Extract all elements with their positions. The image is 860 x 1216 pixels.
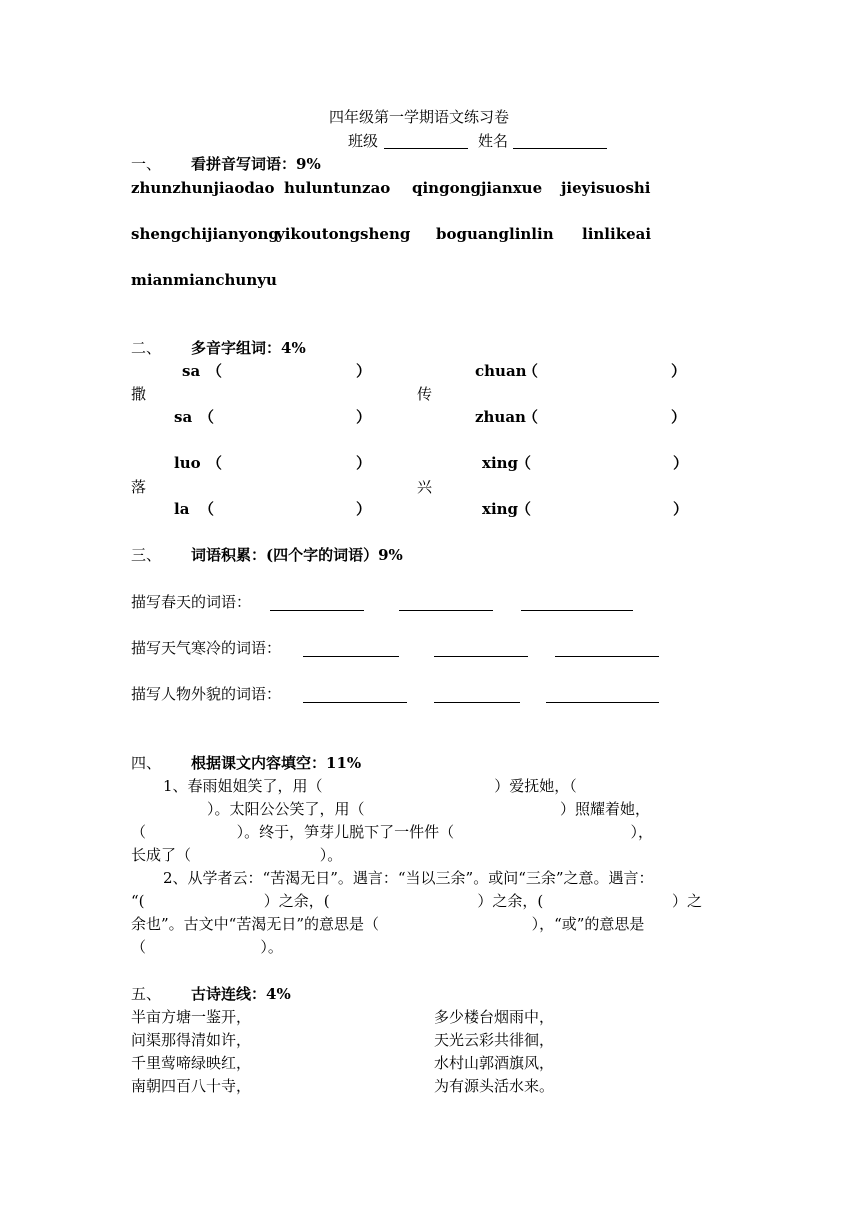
open-paren: （ <box>516 500 532 518</box>
close-paren: ） <box>673 454 689 472</box>
poem-right-line[interactable]: 多少楼台烟雨中， <box>434 1008 555 1026</box>
answer-blank[interactable] <box>399 610 493 611</box>
section-1-title: 看拼音写词语：9% <box>191 155 321 173</box>
poem-left-line[interactable]: 南朝四百八十寺， <box>131 1077 252 1095</box>
fill-line: 长成了（ ）。 <box>131 846 343 864</box>
open-paren: （ <box>523 362 539 380</box>
pinyin-item: zhunzhunjiaodao <box>131 179 275 197</box>
section-3-number: 三、 <box>131 546 162 564</box>
poem-left-line[interactable]: 千里莺啼绿映红， <box>131 1054 252 1072</box>
open-paren: （ <box>516 454 532 472</box>
pinyin-item: mianmianchunyu <box>131 271 277 289</box>
name-label: 姓名 <box>478 132 509 150</box>
pinyin-item: huluntunzao <box>284 179 391 197</box>
reading: xing <box>482 454 519 472</box>
answer-blank[interactable] <box>555 656 659 657</box>
close-paren: ） <box>356 454 372 472</box>
section-2-number: 二、 <box>131 339 162 357</box>
reading: zhuan <box>475 408 526 426</box>
section-3-title: 词语积累：(四个字的词语）9% <box>191 546 403 564</box>
name-blank[interactable] <box>513 148 607 149</box>
close-paren: ） <box>356 408 372 426</box>
reading: sa <box>182 362 201 380</box>
open-paren: （ <box>523 408 539 426</box>
open-paren: （ <box>199 408 215 426</box>
section-4-title: 根据课文内容填空：11% <box>191 754 362 772</box>
answer-blank[interactable] <box>303 656 399 657</box>
section-5-number: 五、 <box>131 985 162 1003</box>
close-paren: ） <box>671 362 687 380</box>
word-prompt: 描写人物外貌的词语： <box>131 685 282 703</box>
poem-right-line[interactable]: 天光云彩共徘徊， <box>434 1031 555 1049</box>
open-paren: （ <box>207 454 223 472</box>
section-4-number: 四、 <box>131 754 162 772</box>
reading: sa <box>174 408 193 426</box>
pinyin-item: linlikeai <box>582 225 652 243</box>
answer-blank[interactable] <box>434 702 520 703</box>
close-paren: ） <box>673 500 689 518</box>
fill-line: “( ）之余，( ）之余，( ）之 <box>131 892 702 910</box>
reading: xing <box>482 500 519 518</box>
open-paren: （ <box>199 500 215 518</box>
open-paren: （ <box>207 362 223 380</box>
close-paren: ） <box>356 362 372 380</box>
char-sa: 撒 <box>131 385 147 403</box>
close-paren: ） <box>356 500 372 518</box>
fill-line: ）。太阳公公笑了，用（ ）照耀着她， <box>207 800 650 818</box>
answer-blank[interactable] <box>521 610 633 611</box>
page-title: 四年级第一学期语文练习卷 <box>329 108 510 126</box>
section-1-number: 一、 <box>131 155 162 173</box>
fill-line: 1、春雨姐姐笑了，用（ ）爱抚她，（ <box>163 777 577 795</box>
poem-right-line[interactable]: 为有源头活水来。 <box>434 1077 555 1095</box>
word-prompt: 描写春天的词语： <box>131 593 252 611</box>
char-luo: 落 <box>131 478 147 496</box>
answer-blank[interactable] <box>270 610 364 611</box>
fill-line: 余也”。古文中“苦渴无日”的意思是（ ），“或”的意思是 <box>131 915 645 933</box>
answer-blank[interactable] <box>434 656 528 657</box>
fill-line: （ ）。终于，笋芽儿脱下了一件件（ ）， <box>131 823 654 841</box>
pinyin-item: yikoutongsheng <box>276 225 411 243</box>
class-blank[interactable] <box>384 148 468 149</box>
pinyin-item: boguanglinlin <box>436 225 554 243</box>
pinyin-item: shengchijianyong <box>131 225 279 243</box>
reading: la <box>174 500 190 518</box>
poem-left-line[interactable]: 半亩方塘一鉴开， <box>131 1008 252 1026</box>
section-2-title: 多音字组词：4% <box>191 339 306 357</box>
class-label: 班级 <box>348 132 379 150</box>
word-prompt: 描写天气寒冷的词语： <box>131 639 282 657</box>
char-chuan: 传 <box>417 385 433 403</box>
char-xing: 兴 <box>417 478 433 496</box>
fill-line: 2、从学者云：“苦渴无日”。遇言：“当以三余”。或问“三余”之意。遇言： <box>163 869 654 887</box>
pinyin-item: qingongjianxue <box>412 179 543 197</box>
section-5-title: 古诗连线：4% <box>191 985 291 1003</box>
answer-blank[interactable] <box>546 702 659 703</box>
reading: chuan <box>475 362 527 380</box>
close-paren: ） <box>671 408 687 426</box>
answer-blank[interactable] <box>303 702 407 703</box>
poem-right-line[interactable]: 水村山郭酒旗风， <box>434 1054 555 1072</box>
pinyin-item: jieyisuoshi <box>561 179 651 197</box>
reading: luo <box>174 454 201 472</box>
fill-line: （ ）。 <box>131 938 283 956</box>
poem-left-line[interactable]: 问渠那得清如许， <box>131 1031 252 1049</box>
